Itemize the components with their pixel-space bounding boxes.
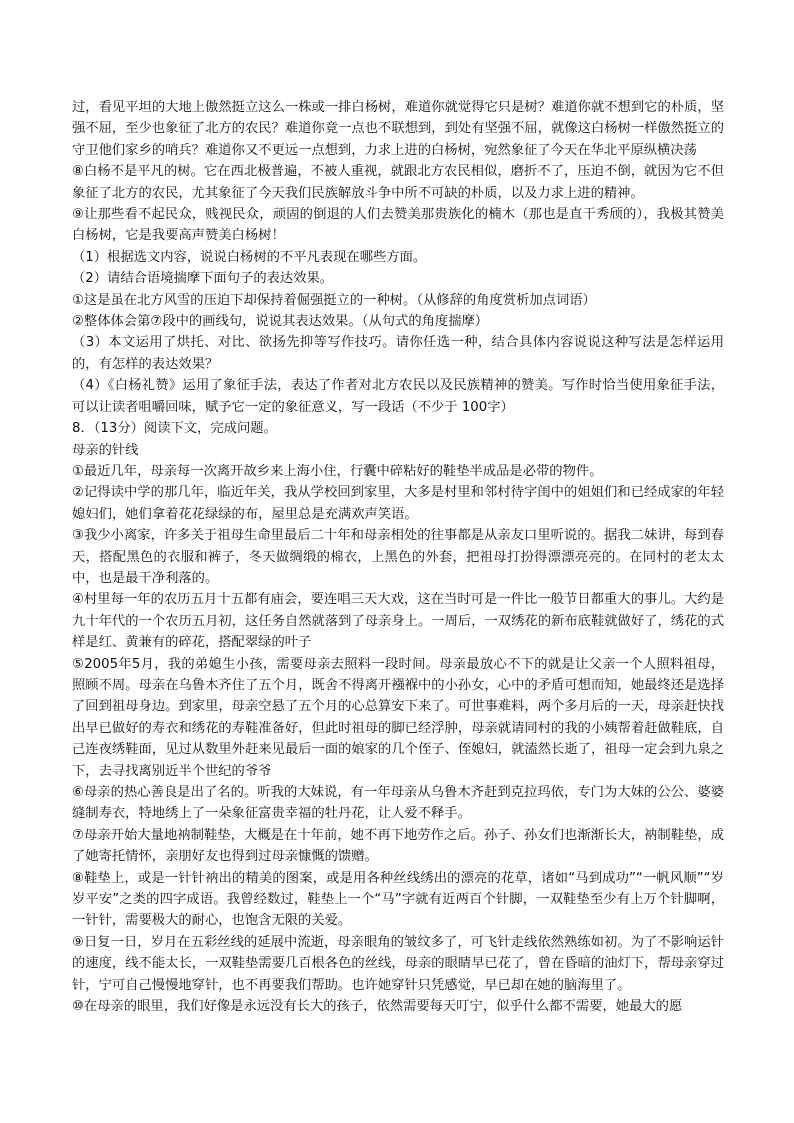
article-paragraph-3: ③我少小离家，许多关于祖母生命里最后二十年和母亲相处的往事都是从亲友口里听说的。据我二妹讲，每到春天，搭配黑色的衣服和裤子，冬天做绸缎的棉衣，上黑色的外套，把祖母打扮得漂漂亮亮的。在同村的老太太中，也是最干净利落的。 [72,528,724,586]
article-paragraph-10: ⑩在母亲的眼里，我们好像是永远没有长大的孩子，依然需要每天叮宁，似乎什么都不需要，她最大的愿 [72,999,683,1015]
question-2: （2）请结合语境揣摩下面句子的表达效果。 [72,271,334,287]
question-1: （1）根据选文内容，说说白杨树的不平凡表现在哪些方面。 [72,249,427,265]
article-paragraph-9: ⑨日复一日，岁月在五彩丝线的延展中流逝，母亲眼角的皱纹多了，可飞针走线依然熟练如初。为了不影响运针的速度，线不能太长，一双鞋垫需要几百根各色的丝线，母亲的眼睛早已花了，曾在昏暗的油灯下，帮母亲穿过针，宁可自己慢慢地穿针，也不再要我们帮助。也许她穿针只凭感觉，早已却在她的脑海里了。 [72,934,724,993]
article-paragraph-6: ⑥母亲的热心善良是出了名的。听我的大妹说，有一年母亲从乌鲁木齐赶到克拉玛依，专门为大妹的公公、婆婆缝制寿衣，特地绣上了一朵象征富贵幸福的牡丹花，让人爱不释手。 [72,785,724,822]
article-paragraph-7: ⑦母亲开始大量地衲制鞋垫，大概是在十年前，她不再下地劳作之后。孙子、孙女们也渐渐长大，衲制鞋垫，成了她寄托情怀，亲朋好友也得到过母亲慷慨的馈赠。 [72,827,724,865]
article-paragraph-4: ④村里每一年的农历五月十五都有庙会，要连唱三天大戏，这在当时可是一件比一般节日都重大的事儿。大约是九十年代的一个农历五月初，这任务自然就落到了母亲身上。一周后，一双绣花的新布底鞋就做好了，绣花的式样是红、黄兼有的碎花，搭配翠绿的叶子 [72,592,724,651]
question-2-item-2: ②整体体会第⑦段中的画线句，说说其表达效果。（从句式的角度揣摩） [72,314,489,330]
paragraph-8: ⑧白杨不是平凡的树。它在西北极普遍，不被人重视，就跟北方农民相似，磨折不了，压迫不倒，就因为它不但象征了北方的农民，尤其象征了今天我们民族解放斗争中所不可缺的朴质，以及力求上进的精神。 [72,164,724,201]
document-page [72,97,724,1017]
paragraph-9: ⑨让那些看不起民众，贱视民众，顽固的倒退的人们去赞美那贵族化的楠木（那也是直干秀颀的），我极其赞美白杨树，它是我要高声赞美白杨树！ [72,207,724,244]
article-paragraph-1: ①最近几年，母亲每一次离开故乡来上海小住，行囊中碎粘好的鞋垫半成品是必带的物件。 [72,463,603,479]
question-3: （3）本文运用了烘托、对比、欲扬先抑等写作技巧。请你任选一种，结合具体内容说说这种写法是怎样运用的，有怎样的表达效果？ [72,335,724,372]
question-4: （4）《白杨礼赞》运用了象征手法，表达了作者对北方农民以及民族精神的赞美。写作时恰当使用象征手法，可以让读者咀嚼回味，赋予它一定的象征意义，写一段话（不少于 100字） [72,378,724,415]
question-2-item-1: ①这是虽在北方风雪的压迫下却保持着倔强挺立的一种树。（从修辞的角度赏析加点词语） [72,292,596,308]
section-8-heading: 8．（13分）阅读下文，完成问题。 [72,421,277,437]
paragraph-continuation: 过，看见平坦的大地上傲然挺立这么一株或一排白杨树，难道你就觉得它只是树？难道你就不想到它的朴质，坚强不屈，至少也象征了北方的农民？难道你竟一点也不联想到，到处有坚强不屈，就像这白杨树一样傲然挺立的守卫他们家乡的哨兵？难道你又不更远一点想到，力求上进的白杨树，宛然象征了今天在华北平原纵横决荡 [72,100,724,158]
article-paragraph-8: ⑧鞋垫上，或是一针针衲出的精美的图案，或是用各种丝线绣出的漂亮的花草，诸如“马到成功”“一帆风顺”“岁岁平安”之类的四字成语。我曾经数过，鞋垫上一个“马”字就有近两百个针脚，一双鞋垫至少有上万个针脚啊，一针针，需要极大的耐心，也饱含无限的关爱。 [72,870,724,929]
article-paragraph-2: ②记得读中学的那几年，临近年关，我从学校回到家里，大多是村里和邻村待字闺中的姐姐们和已经成家的年轻媳妇们，她们拿着花花绿绿的布，屋里总是充满欢声笑语。 [72,485,724,522]
article-paragraph-5: ⑤2005年5月，我的弟媳生小孩，需要母亲去照料一段时间。母亲最放心不下的就是让父亲一个人照料祖母，照顾不周。母亲在乌鲁木齐住了五个月，既舍不得离开襁褓中的小孙女，心中的矛盾可想而知，她最终还是选择了回到祖母身边。到家里，母亲空悬了五个月的心总算安下来了。可世事难料，两个多月后的一天，母亲赶快找出早已做好的寿衣和绣花的寿鞋准备好，但此时祖母的脚已经浮肿，母亲就请同村的我的小姨帮着赶做鞋底，自己连夜绣鞋面，见过从数里外赶来见最后一面的娘家的几个侄子、侄媳妇，就溘然长逝了，祖母一定会到九泉之下，去寻找离别近半个世纪的爷爷 [72,656,724,779]
article-title: 母亲的针线 [72,442,139,458]
